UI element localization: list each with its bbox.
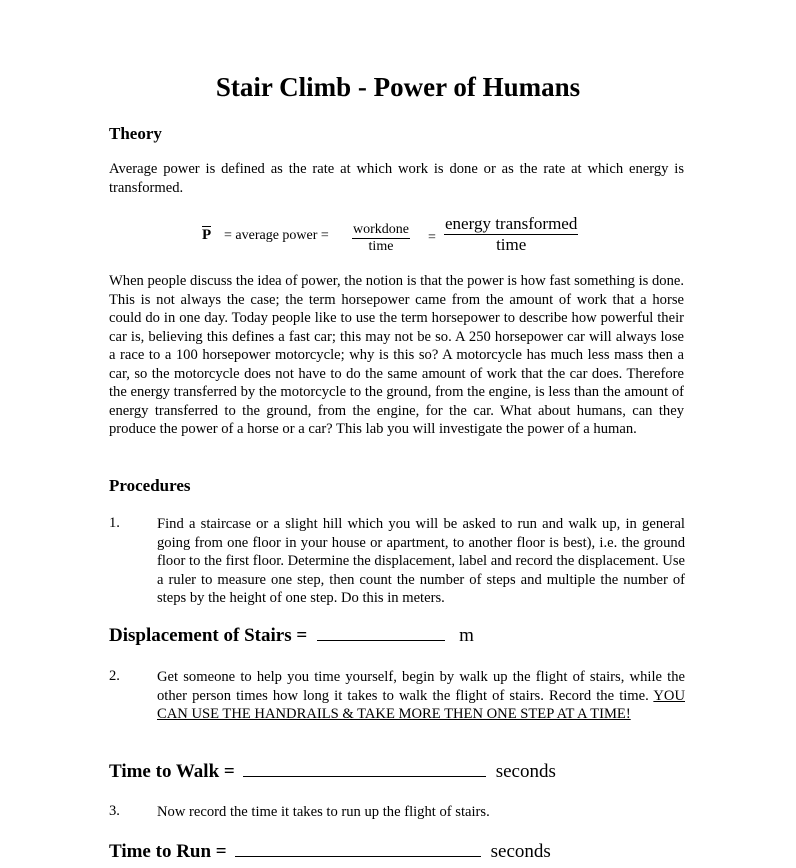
- work-numerator: workdone: [353, 222, 409, 237]
- displacement-answer-blank[interactable]: [317, 640, 445, 641]
- energy-time-denominator: time: [496, 235, 527, 254]
- walk-time-label: Time to Walk =: [109, 761, 235, 782]
- equals-sign: =: [428, 230, 436, 245]
- work-over-time-fraction: [352, 222, 410, 255]
- step-2-text: [157, 668, 685, 724]
- page-title: Stair Climb - Power of Humans: [215, 72, 581, 102]
- step-3-number: 3.: [109, 803, 120, 819]
- procedures-heading: Procedures: [109, 476, 191, 495]
- walk-time-answer-blank[interactable]: [243, 776, 486, 777]
- step-3-text: Now record the time it takes to run up the flight of stairs.: [157, 804, 490, 820]
- step-1-number: 1.: [109, 515, 120, 531]
- theory-discussion: When people discuss the idea of power, the notion is that the power is how fast something is done. This is not always the case; the term horsepower came from the amount of work that a horse could do in one day. Today people like to use the term horsepower to describe how powerful their car is, believing this defines a fast car; this may not be so. A 250 horsepower car will always lose a race to a 100 horsepower motorcycle; why is this so? A motorcycle has much less mass then a car, so the motorcycle does not have to do the same amount of work that the car does. Therefore the energy transferred by the motorcycle to the ground, from the engine, is less than the amount of energy transferred to the ground, from the engine, for the car. What about humans, can they produce the power of a horse or a car? This lab you will investigate the power of a human.: [109, 273, 684, 437]
- average-power-label: = average power =: [224, 228, 329, 243]
- walk-time-line: [109, 761, 556, 783]
- walk-time-unit: seconds: [495, 761, 556, 782]
- energy-over-time-fraction: [444, 214, 578, 255]
- run-time-unit: seconds: [490, 841, 551, 862]
- step-2-warning: YOU CAN USE THE HANDRAILS & TAKE MORE THEN ONE STEP AT A TIME!: [157, 687, 685, 722]
- time-denominator: time: [368, 239, 394, 254]
- run-time-line: [109, 841, 551, 863]
- power-formula: [190, 212, 610, 252]
- theory-definition: Average power is defined as the rate at which work is done or as the rate at which energy is transformed.: [109, 161, 684, 196]
- step-2-instructions: Get someone to help you time yourself, begin by walk up the flight of stairs, while the other person times how long it takes to walk the flight of stairs. Record the time.: [157, 669, 685, 704]
- displacement-label: Displacement of Stairs =: [109, 625, 308, 646]
- run-time-answer-blank[interactable]: [235, 856, 481, 857]
- step-2-number: 2.: [109, 668, 120, 684]
- run-time-label: Time to Run =: [109, 841, 227, 862]
- theory-heading: Theory: [109, 124, 162, 143]
- displacement-line: [109, 625, 474, 647]
- power-symbol: P: [202, 227, 212, 243]
- step-1-text: Find a staircase or a slight hill which you will be asked to run and walk up, in general going from one floor in your house or apartment, to another floor is best), i.e. the ground floor to the first floor. Determine the displacement, label and record the displacement. Use a ruler to measure one step, then count the number of steps and multiple the number of steps by the height of one step. Do this in meters.: [157, 516, 685, 606]
- displacement-unit: m: [459, 625, 474, 646]
- energy-numerator: energy transformed: [445, 214, 578, 233]
